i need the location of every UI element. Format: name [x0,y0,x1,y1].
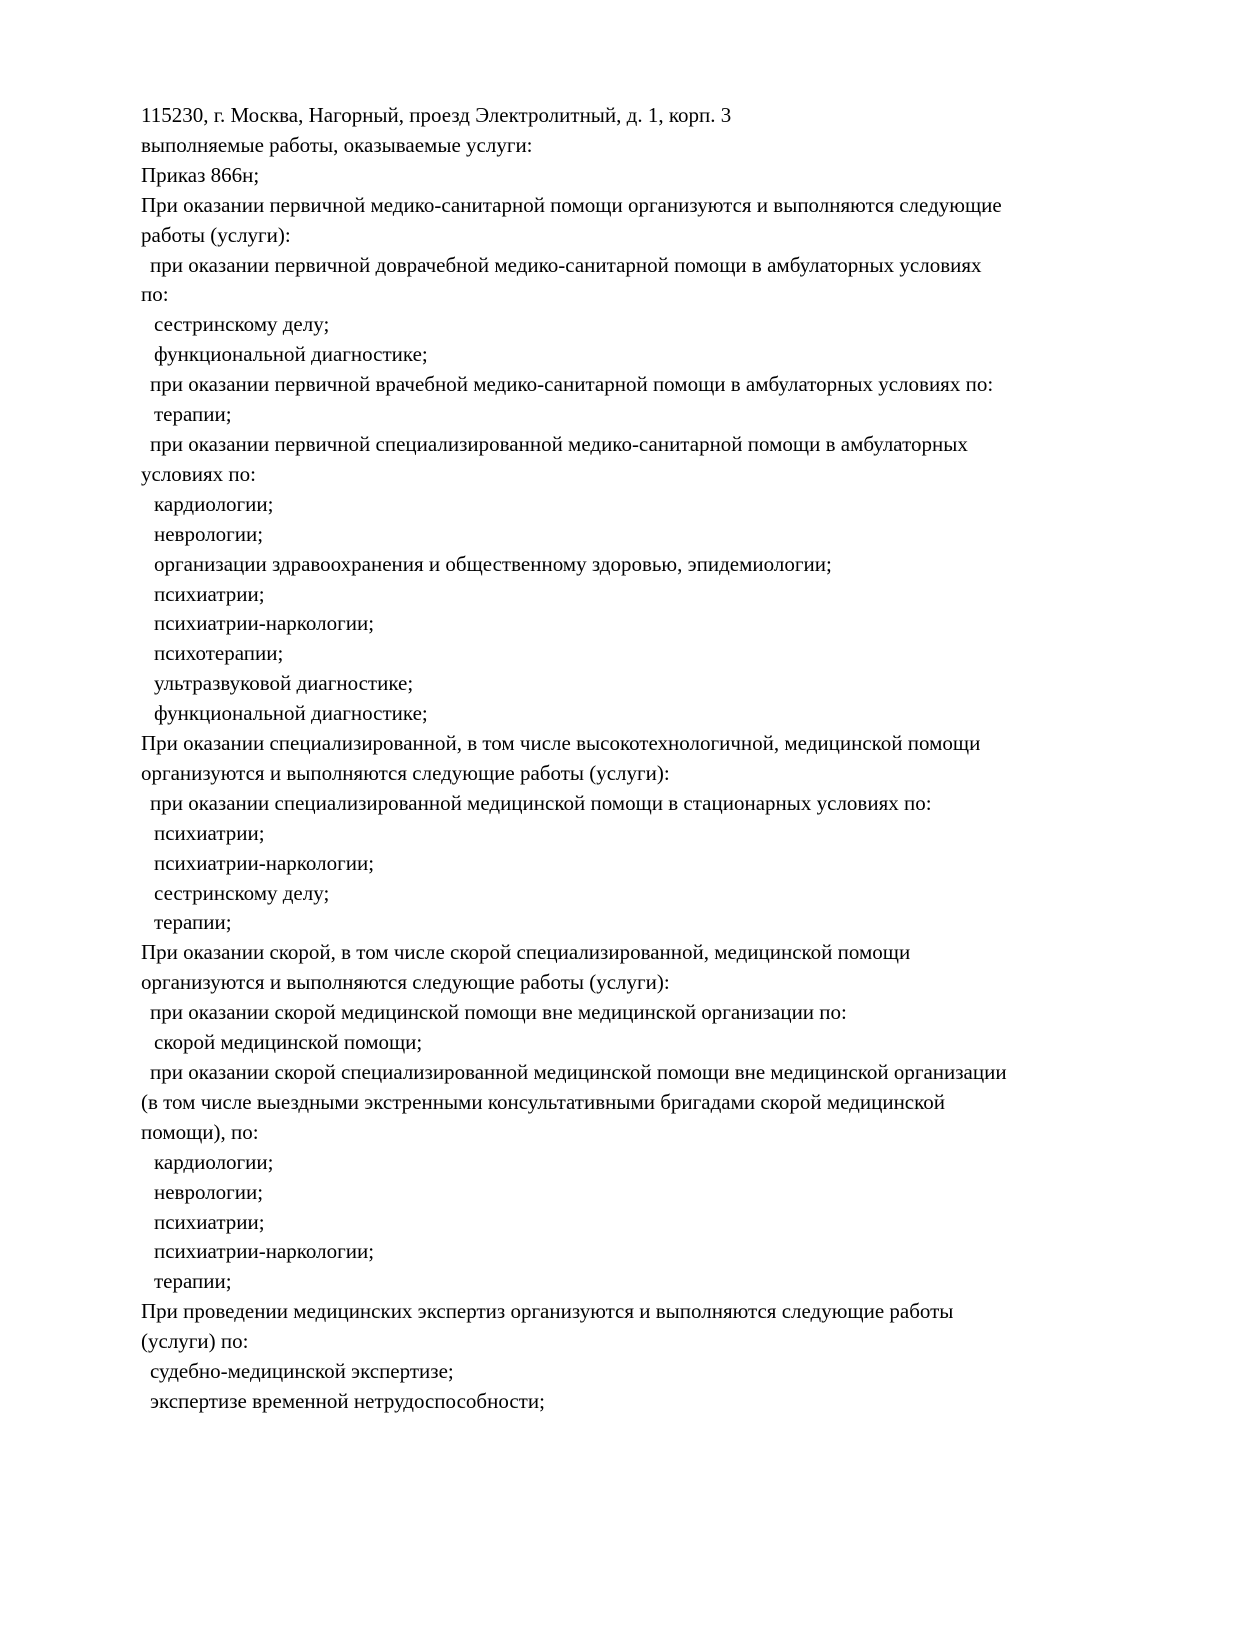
document-line: при оказании первичной специализированной медико-санитарной помощи в амбулаторных [150,431,968,456]
document-line: организуются и выполняются следующие работы (услуги): [141,970,670,995]
document-line: организации здравоохранения и общественному здоровью, эпидемиологии; [154,551,832,576]
document-line: функциональной диагностике; [154,342,428,367]
document-line: помощи), по: [141,1119,259,1144]
document-line: неврологии; [154,1179,264,1204]
document-line: При оказании скорой, в том числе скорой специализированной, медицинской помощи [141,940,911,965]
document-line: психиатрии-наркологии; [154,850,375,875]
document-line: психиатрии-наркологии; [154,1239,375,1264]
document-line: работы (услуги): [141,222,291,247]
document-line: психиатрии; [154,1209,265,1234]
document-line: при оказании первичной доврачебной медико-санитарной помощи в амбулаторных условиях [150,252,982,277]
document-line: (в том числе выездными экстренными консультативными бригадами скорой медицинской [141,1089,945,1114]
document-line: при оказании скорой специализированной медицинской помощи вне медицинской организации [150,1060,1007,1084]
document-line: психиатрии; [154,820,265,845]
document-line: организуются и выполняются следующие работы (услуги): [141,760,670,785]
document-line: скорой медицинской помощи; [154,1030,423,1055]
document-line: экспертизе временной нетрудоспособности; [150,1388,545,1413]
document-line: 115230, г. Москва, Нагорный, проезд Электролитный, д. 1, корп. 3 [141,103,732,127]
document-line: При оказании специализированной, в том числе высокотехнологичной, медицинской помощи [141,731,981,756]
document-line: выполняемые работы, оказываемые услуги: [141,132,533,157]
document-line: судебно-медицинской экспертизе; [150,1359,454,1384]
document-line: условиях по: [141,461,256,486]
document-line: сестринскому делу; [154,880,330,905]
document-line: психотерапии; [154,641,284,666]
document-line: кардиологии; [154,491,274,516]
document-line: по: [141,282,169,307]
document-line: психиатрии-наркологии; [154,611,375,636]
document-text [141,101,1007,1417]
document-line: кардиологии; [154,1149,274,1174]
document-line: ультразвуковой диагностике; [154,671,414,696]
document-line: при оказании скорой медицинской помощи вне медицинской организации по: [150,1000,847,1025]
document-line: Приказ 866н; [141,162,260,187]
document-line: терапии; [154,910,232,935]
document-line: При проведении медицинских экспертиз организуются и выполняются следующие работы [141,1299,954,1324]
document-line: при оказании специализированной медицинской помощи в стационарных условиях по: [150,790,932,815]
document-line: (услуги) по: [141,1329,249,1354]
document-line: сестринскому делу; [154,312,330,337]
document-line: функциональной диагностике; [154,701,428,726]
document-line: При оказании первичной медико-санитарной помощи организуются и выполняются следующие [141,192,1002,217]
document-line: неврологии; [154,521,264,546]
document-line: терапии; [154,1269,232,1294]
document-line: психиатрии; [154,581,265,606]
document-line: терапии; [154,402,232,427]
document-line: при оказании первичной врачебной медико-санитарной помощи в амбулаторных условиях по: [150,372,994,397]
